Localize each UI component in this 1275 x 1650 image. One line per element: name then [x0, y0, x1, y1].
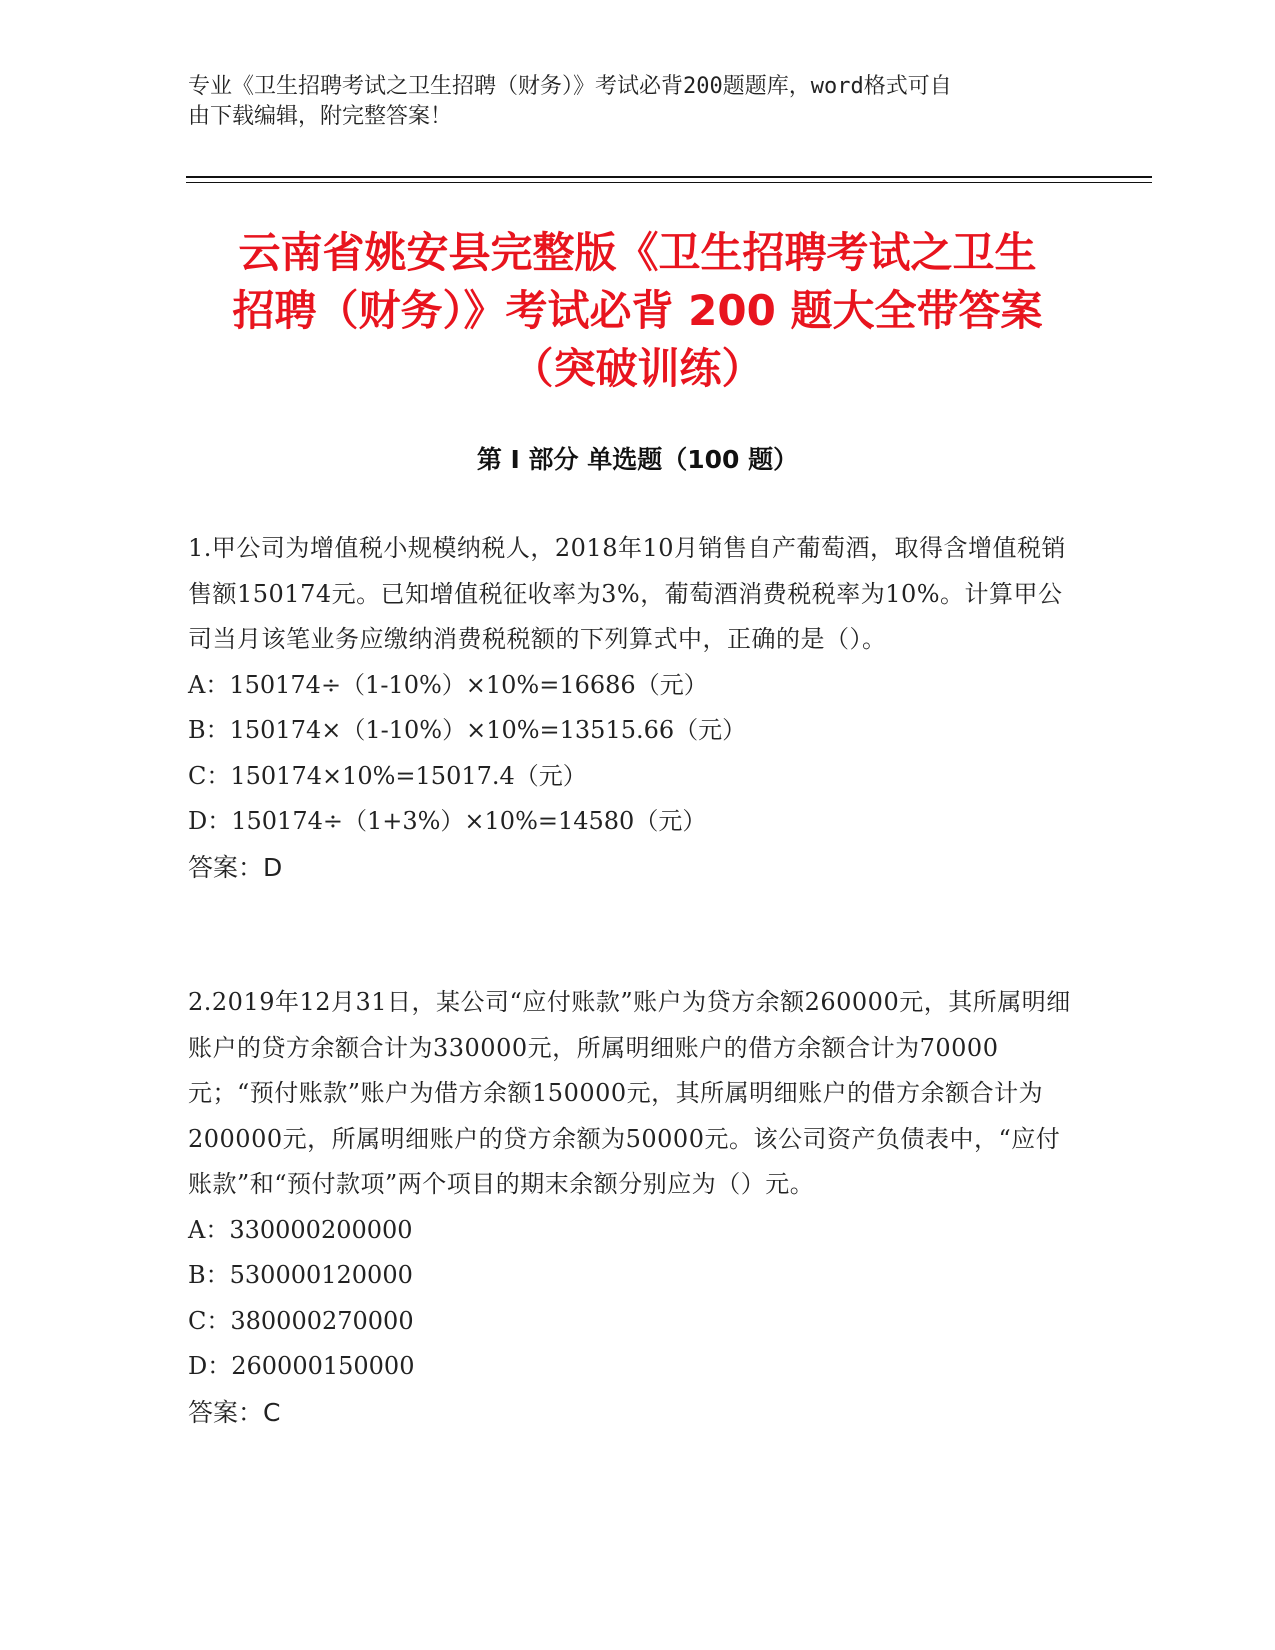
header-divider-thick — [186, 176, 1152, 178]
header-note-line-2: 由下载编辑，附完整答案！ — [188, 104, 453, 129]
question-stem: 1.甲公司为增值税小规模纳税人，2018年10月销售自产葡萄酒，取得含增值税销售额150174元。已知增值税征收率为3%，葡萄酒消费税税率为10%。计算甲公司当月该笔业务应缴纳消费税税额的下列算式中，正确的是（）。 — [188, 534, 1067, 653]
option-c: C：380000270000 — [188, 1306, 414, 1335]
option-d: D：150174÷（1+3%）×10%=14580（元） — [188, 807, 707, 835]
title-line-3: （突破训练） — [511, 344, 764, 393]
title-line-2: 招聘（财务）》考试必背 200 题大全带答案 — [232, 286, 1043, 335]
option-b: B：530000120000 — [188, 1261, 413, 1289]
question-stem: 2.2019年12月31日，某公司“应付账款”账户为贷方余额260000元，其所属明细账户的贷方余额合计为330000元，所属明细账户的借方余额合计为70000元；“预付账款”账户为借方余额150000元，其所属明细账户的借方余额合计为200000元，所属明细账户的贷方余额为50000元。该公司资产负债表中，“应付账款”和“预付款项”两个项目的期末余额分别应为（）元。 — [188, 988, 1071, 1198]
answer-line: 答案：D — [188, 852, 283, 882]
section-heading: 第 I 部分 单选题（100 题） — [476, 445, 799, 474]
option-a: A：330000200000 — [188, 1215, 413, 1244]
question-1 — [188, 526, 1083, 890]
header-divider-thin — [186, 182, 1152, 183]
title-line-1: 云南省姚安县完整版《卫生招聘考试之卫生 — [238, 228, 1037, 277]
header-note — [188, 72, 1078, 132]
option-a: A：150174÷（1-10%）×10%=16686（元） — [188, 670, 708, 699]
option-b: B：150174×（1-10%）×10%=13515.66（元） — [188, 716, 747, 744]
question-2 — [188, 980, 1083, 1435]
option-d: D：260000150000 — [188, 1352, 415, 1380]
answer-line: 答案：C — [188, 1397, 281, 1427]
header-note-line-1: 专业《卫生招聘考试之卫生招聘（财务）》考试必背200题题库，word格式可自 — [188, 74, 952, 99]
option-c: C：150174×10%=15017.4（元） — [188, 761, 587, 790]
document-title — [150, 224, 1125, 398]
